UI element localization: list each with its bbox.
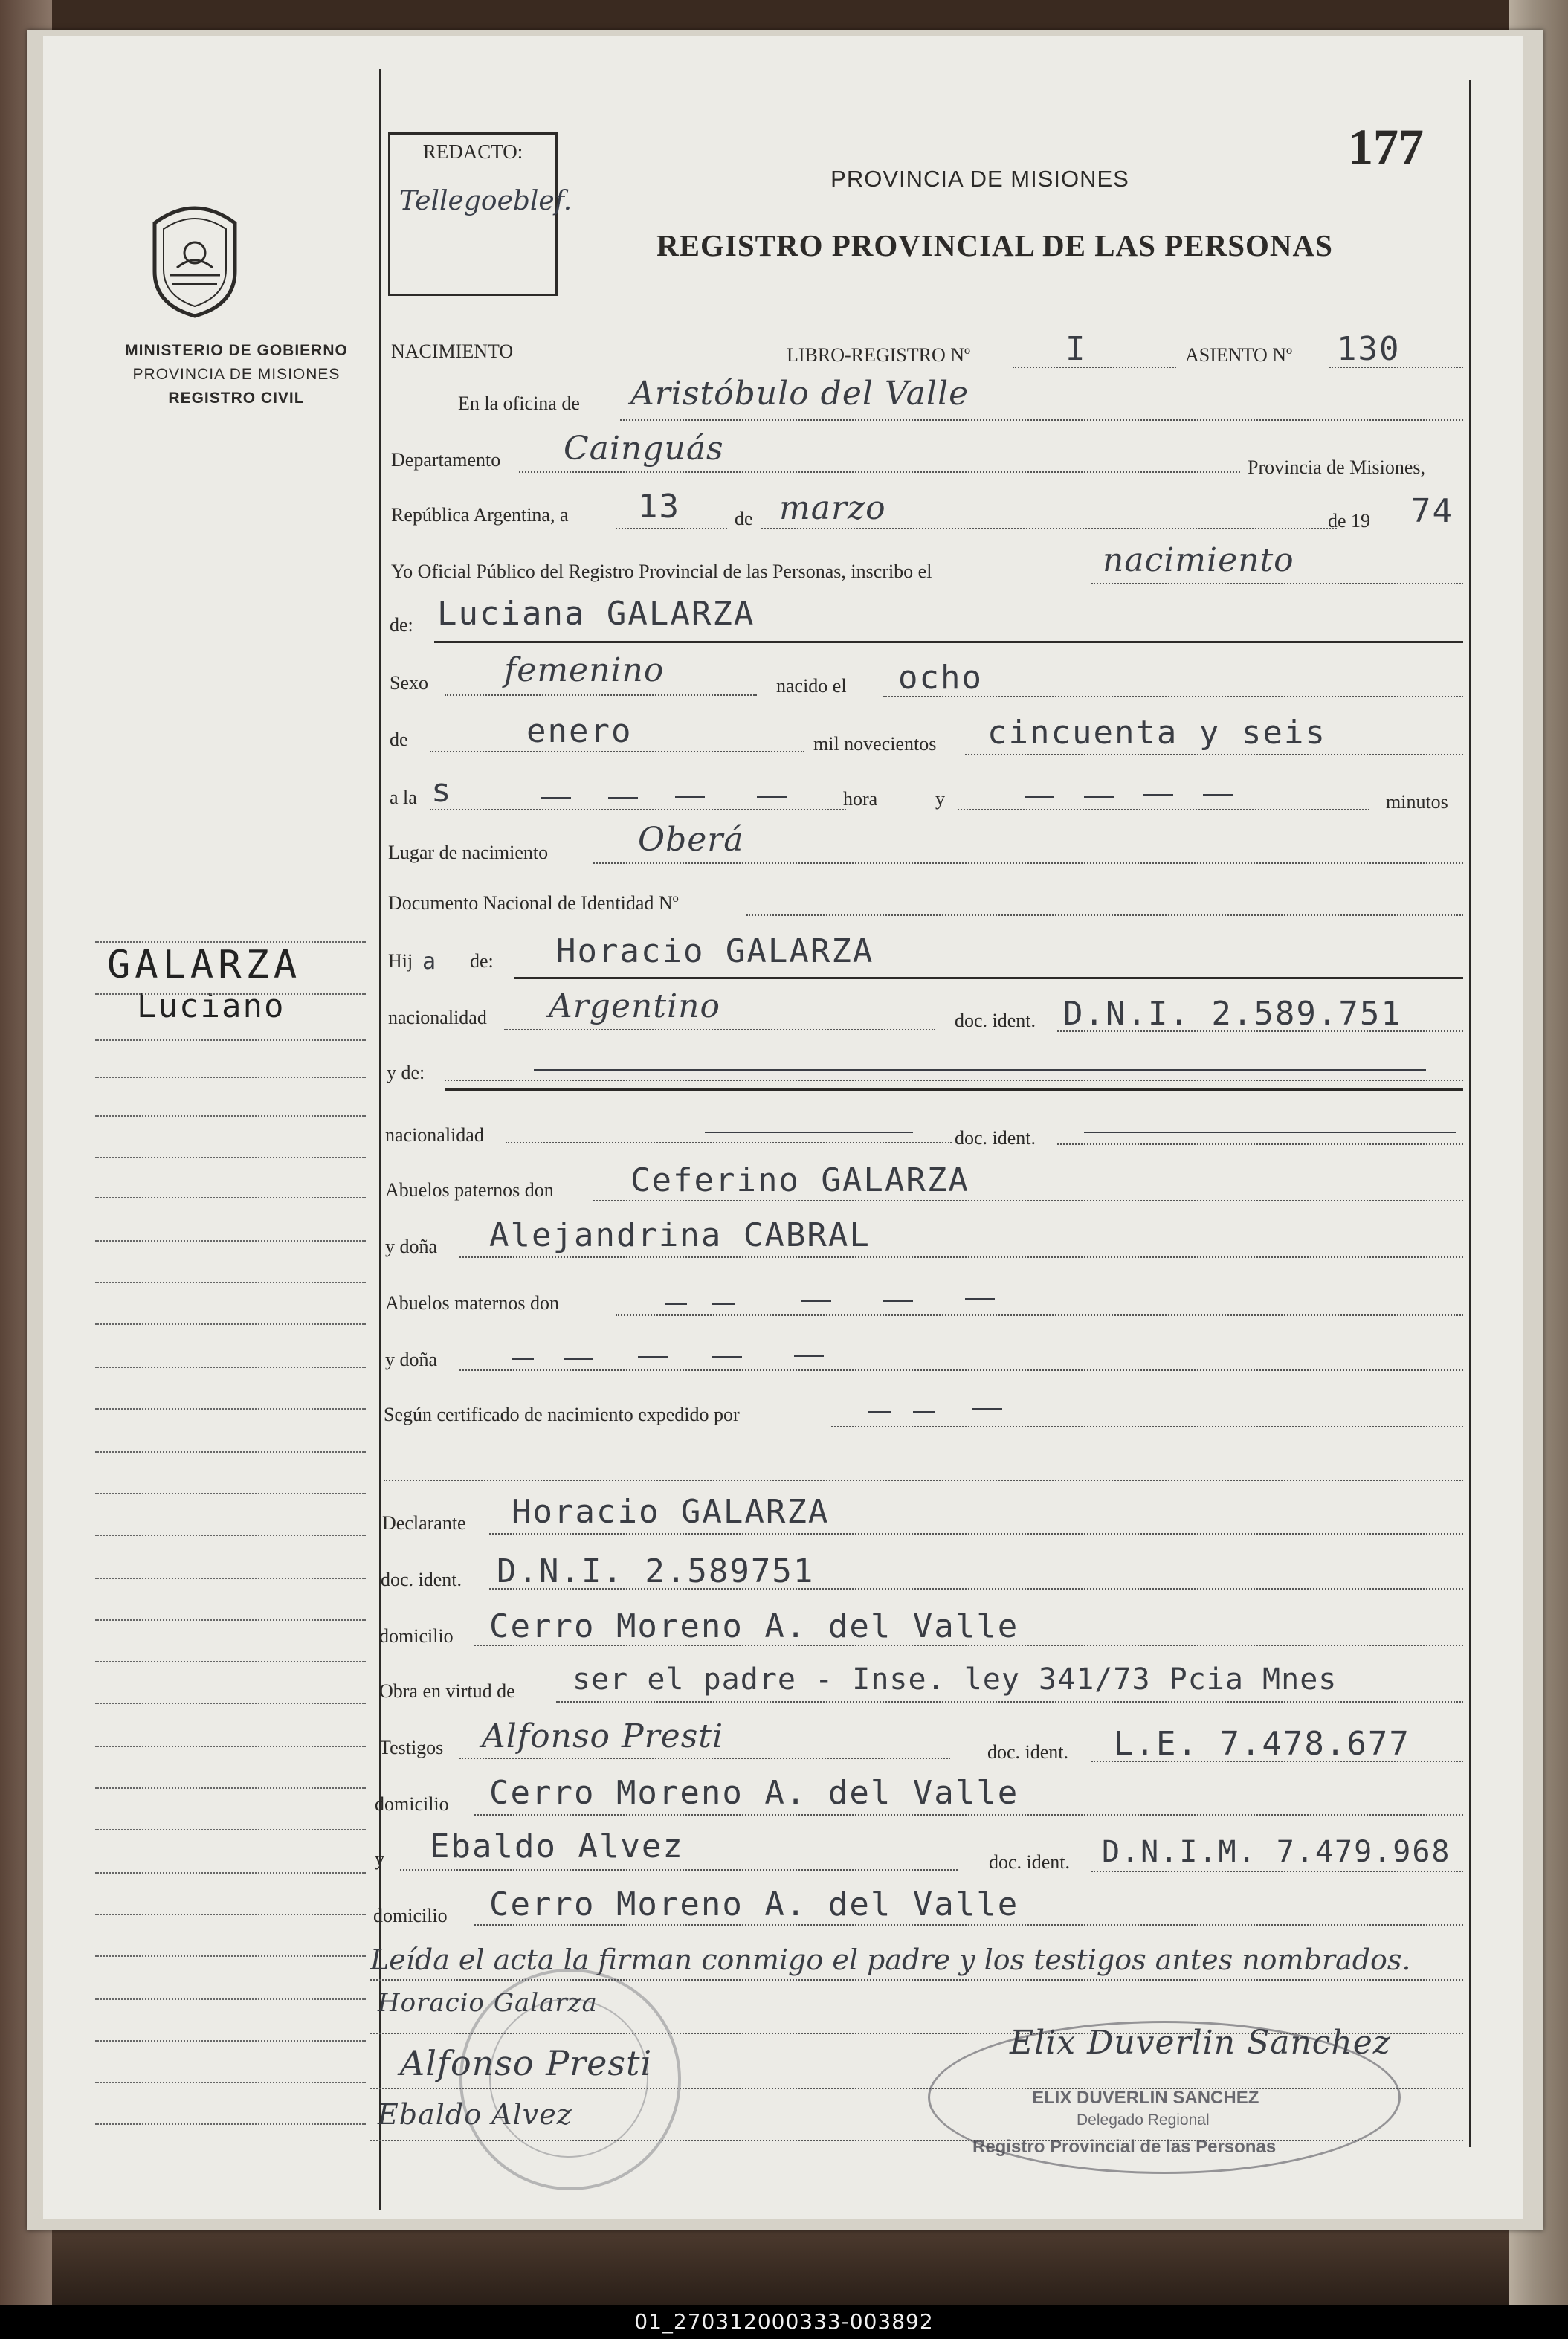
y-dona2-label: y doña xyxy=(385,1349,438,1370)
lugar-value: Oberá xyxy=(638,821,744,859)
obra-line xyxy=(556,1701,1463,1703)
margin-line xyxy=(95,1998,366,2000)
inscribo-value: nacimiento xyxy=(1103,541,1294,579)
domicilio2-label: domicilio xyxy=(375,1793,449,1815)
closing-text: Leída el acta la firman conmigo el padre y los testigos antes nombrados. xyxy=(370,1943,1411,1976)
testigos-label: Testigos xyxy=(379,1737,444,1758)
y-de-underline xyxy=(445,1088,1463,1091)
margin-line xyxy=(95,1787,366,1789)
ministry-line-3: REGISTRO CIVIL xyxy=(168,390,305,407)
de2-label: de xyxy=(390,729,408,750)
birth-year-value: cincuenta y seis xyxy=(987,714,1326,752)
abuela-mat-dash xyxy=(564,1358,593,1360)
asiento-line xyxy=(1329,367,1463,368)
asiento-label: ASIENTO Nº xyxy=(1185,344,1293,366)
father-underline xyxy=(514,977,1463,979)
hora-label: hora xyxy=(843,788,878,810)
a-la-value: s xyxy=(431,772,453,810)
libro-value: I xyxy=(1065,330,1087,368)
abuelo-pat-line xyxy=(593,1200,1463,1201)
a-la-dash xyxy=(541,797,571,799)
testigo2-value: Ebaldo Alvez xyxy=(430,1827,684,1865)
stamp-official-name: ELIX DUVERLIN SANCHEZ xyxy=(1032,2088,1259,2108)
abuelos-mat-dash xyxy=(965,1298,995,1300)
nacido-line xyxy=(883,696,1463,697)
father-doc-value: D.N.I. 2.589.751 xyxy=(1063,995,1402,1033)
doc-ident-label: doc. ident. xyxy=(955,1010,1036,1031)
obra-value: ser el padre - Inse. ley 341/73 Pcia Mnes xyxy=(572,1662,1338,1697)
domicilio-label: domicilio xyxy=(379,1625,454,1647)
testigo2-line xyxy=(400,1869,958,1871)
abuelos-mat-dash xyxy=(801,1300,831,1302)
background-bottom xyxy=(0,2230,1568,2305)
doc-ident3-label: doc. ident. xyxy=(381,1569,462,1590)
margin-line xyxy=(95,1282,366,1283)
testigo1-doc-value: L.E. 7.478.677 xyxy=(1114,1725,1410,1763)
minutos-label: minutos xyxy=(1386,791,1448,813)
declarante-doc-line xyxy=(489,1588,1463,1590)
mother-nat-strike xyxy=(705,1132,913,1133)
name-value: Luciana GALARZA xyxy=(437,595,755,633)
declarante-value: Horacio GALARZA xyxy=(512,1493,830,1531)
margin-line xyxy=(95,1493,366,1494)
margin-line xyxy=(95,1367,366,1368)
margin-line xyxy=(95,2040,366,2042)
a-la-line xyxy=(430,809,846,810)
y-de-strike xyxy=(534,1069,1426,1071)
birth-year-line xyxy=(965,754,1463,755)
segun-line-2 xyxy=(384,1480,1463,1481)
y-dona-label: y doña xyxy=(385,1236,438,1257)
declarante-line xyxy=(489,1533,1463,1535)
margin-annotation xyxy=(107,943,404,1025)
doc-ident2-label: doc. ident. xyxy=(955,1127,1036,1149)
nacionalidad-label: nacionalidad xyxy=(388,1007,487,1028)
mil-label: mil novecientos xyxy=(813,733,937,755)
ministry-line-2: PROVINCIA DE MISIONES xyxy=(132,366,341,383)
declarante-doc-value: D.N.I. 2.589751 xyxy=(497,1552,815,1590)
margin-line xyxy=(95,2123,366,2125)
margin-surname: GALARZA xyxy=(107,943,302,987)
margin-line xyxy=(95,1115,366,1117)
dni-label: Documento Nacional de Identidad Nº xyxy=(388,892,679,914)
birth-month-value: enero xyxy=(526,712,633,750)
registry-page xyxy=(43,36,1523,2219)
provincial-emblem-icon xyxy=(140,201,250,320)
abuelos-mat-label: Abuelos maternos don xyxy=(385,1292,559,1314)
sexo-value: femenino xyxy=(504,651,665,689)
registry-heading: REGISTRO PROVINCIAL DE LAS PERSONAS xyxy=(656,228,1333,262)
witness2-signature: Ebaldo Alvez xyxy=(378,2098,572,2131)
image-id-strip xyxy=(0,2305,1568,2339)
margin-line xyxy=(95,1197,366,1198)
witness1-signature: Alfonso Presti xyxy=(400,2043,653,2083)
lugar-line xyxy=(593,862,1463,864)
abuelos-mat-dash xyxy=(665,1303,687,1305)
sexo-line xyxy=(445,694,757,696)
provincia-label: Provincia de Misiones, xyxy=(1248,456,1426,478)
oficina-line xyxy=(620,419,1463,421)
nacido-value: ocho xyxy=(898,659,983,697)
stamp-official-title: Delegado Regional xyxy=(1077,2111,1210,2129)
margin-line xyxy=(95,1077,366,1078)
father-value: Horacio GALARZA xyxy=(556,932,874,970)
doc-ident4-label: doc. ident. xyxy=(987,1741,1069,1763)
republica-label: República Argentina, a xyxy=(391,504,569,526)
margin-line xyxy=(95,993,366,995)
day-line xyxy=(616,528,727,529)
father-doc-line xyxy=(1057,1030,1463,1032)
nacido-label: nacido el xyxy=(776,675,847,697)
testigo2-dom-value: Cerro Moreno A. del Valle xyxy=(489,1885,1019,1923)
record-type-label: NACIMIENTO xyxy=(391,341,514,362)
a-la-label: a la xyxy=(390,787,417,808)
margin-line xyxy=(95,1955,366,1957)
stamp-office: Registro Provincial de las Personas xyxy=(972,2137,1277,2157)
mother-doc-strike xyxy=(1084,1132,1456,1133)
abuela-mat-dash xyxy=(512,1358,534,1360)
a-la-dash xyxy=(608,797,638,799)
domicilio-value: Cerro Moreno A. del Valle xyxy=(489,1607,1019,1645)
a-la-dash xyxy=(675,796,705,798)
domicilio3-label: domicilio xyxy=(373,1905,448,1926)
testigo1-dom-line xyxy=(474,1814,1463,1816)
obra-label: Obra en virtud de xyxy=(379,1680,515,1702)
departamento-line xyxy=(519,471,1240,473)
margin-line xyxy=(95,1535,366,1536)
margin-line xyxy=(95,1829,366,1830)
minutos-dash xyxy=(1084,796,1114,798)
minutos-dash xyxy=(1143,794,1173,796)
month-value: marzo xyxy=(779,489,886,527)
oficina-value: Aristóbulo del Valle xyxy=(630,375,969,413)
segun-dash xyxy=(868,1411,891,1413)
mother-nat-line xyxy=(506,1142,952,1143)
birth-month-line xyxy=(430,751,804,752)
abuela-mat-dash xyxy=(712,1356,742,1358)
abuelos-mat-dash xyxy=(883,1300,913,1302)
sexo-label: Sexo xyxy=(390,672,428,694)
margin-line xyxy=(95,1578,366,1579)
minutos-dash xyxy=(1203,794,1233,796)
hija-de-label: de: xyxy=(470,950,494,972)
declarante-label: Declarante xyxy=(382,1512,466,1534)
abuelos-mat-line xyxy=(616,1314,1463,1316)
year-suffix-value: 74 xyxy=(1411,492,1454,530)
minutos-line xyxy=(958,809,1369,810)
segun-label: Según certificado de nacimiento expedido por xyxy=(384,1404,740,1425)
testigo2-dom-line xyxy=(474,1924,1463,1926)
y-de-label: y de: xyxy=(387,1062,425,1083)
father-nat-value: Argentino xyxy=(549,987,720,1025)
lugar-label: Lugar de nacimiento xyxy=(388,842,549,863)
abuela-mat-line xyxy=(459,1369,1463,1371)
departamento-value: Cainguás xyxy=(564,430,724,468)
y-label: y xyxy=(935,788,945,810)
testigo1-line xyxy=(459,1758,950,1759)
mother-doc-line xyxy=(1057,1143,1463,1145)
doc-ident5-label: doc. ident. xyxy=(989,1851,1071,1873)
redacto-box xyxy=(388,132,572,296)
margin-line xyxy=(95,1661,366,1662)
father-nat-line xyxy=(504,1029,935,1030)
abuela-mat-dash xyxy=(794,1355,824,1357)
official-signature: Elix Duverlin Sanchez xyxy=(1010,2024,1391,2062)
abuelos-pat-label: Abuelos paternos don xyxy=(385,1179,554,1201)
segun-line xyxy=(831,1426,1463,1427)
margin-line xyxy=(95,1619,366,1621)
y-de-line xyxy=(445,1080,1463,1081)
margin-line xyxy=(95,941,366,943)
father-signature: Horacio Galarza xyxy=(378,1988,598,2018)
testigo1-dom-value: Cerro Moreno A. del Valle xyxy=(489,1774,1019,1812)
ministry-line-1: MINISTERIO DE GOBIERNO xyxy=(125,342,348,359)
dni-line xyxy=(746,914,1463,916)
margin-line xyxy=(95,1240,366,1242)
y2-label: y xyxy=(375,1848,384,1870)
margin-line xyxy=(95,1323,366,1325)
segun-dash xyxy=(913,1411,935,1413)
testigo1-doc-line xyxy=(1091,1761,1463,1762)
margin-line xyxy=(95,1157,366,1158)
right-margin-rule xyxy=(1469,80,1471,2147)
margin-line xyxy=(95,1039,366,1041)
libro-label: LIBRO-REGISTRO Nº xyxy=(787,344,971,366)
yo-oficial-label: Yo Oficial Público del Registro Provincial de las Personas, inscribo el xyxy=(391,561,932,582)
segun-dash xyxy=(972,1408,1002,1410)
oficina-label: En la oficina de xyxy=(458,393,580,414)
margin-line xyxy=(95,1703,366,1704)
de-colon-label: de: xyxy=(390,614,413,636)
redacto-signature: Tellegoeblef. xyxy=(399,186,572,216)
margin-line xyxy=(95,1914,366,1915)
margin-line xyxy=(95,1408,366,1410)
page-number: 177 xyxy=(1348,118,1424,175)
ministry-block xyxy=(73,342,400,407)
testigo2-doc-value: D.N.I.M. 7.479.968 xyxy=(1102,1835,1451,1869)
departamento-label: Departamento xyxy=(391,449,501,471)
month-line xyxy=(761,528,1337,529)
nacionalidad2-label: nacionalidad xyxy=(385,1124,484,1146)
margin-line xyxy=(95,1872,366,1874)
a-la-dash xyxy=(757,796,787,798)
hija-suffix: a xyxy=(422,949,438,975)
hija-label: Hij xyxy=(388,950,413,972)
margin-given-name: Luciano xyxy=(137,987,285,1025)
testigo1-value: Alfonso Presti xyxy=(482,1717,724,1755)
asiento-value: 130 xyxy=(1337,330,1401,368)
minutos-dash xyxy=(1025,796,1054,798)
margin-line xyxy=(95,1451,366,1453)
de-label: de xyxy=(735,508,753,529)
margin-line xyxy=(95,2082,366,2083)
margin-line xyxy=(95,1746,366,1747)
day-value: 13 xyxy=(638,488,680,526)
testigo2-doc-line xyxy=(1091,1871,1463,1872)
abuelo-pat-value: Ceferino GALARZA xyxy=(630,1161,969,1199)
abuela-pat-line xyxy=(459,1256,1463,1258)
year-prefix-label: de 19 xyxy=(1328,510,1371,532)
official-seal-inner xyxy=(489,1998,648,2158)
abuelos-mat-dash xyxy=(712,1303,735,1305)
abuela-mat-dash xyxy=(638,1356,668,1358)
inscribo-line xyxy=(1091,583,1463,584)
province-heading: PROVINCIA DE MISIONES xyxy=(830,166,1129,192)
image-id: 01_270312000333-003892 xyxy=(634,2309,934,2334)
domicilio-line xyxy=(474,1645,1463,1646)
redacto-label: REDACTO: xyxy=(422,141,523,163)
libro-line xyxy=(1013,367,1176,368)
abuela-pat-value: Alejandrina CABRAL xyxy=(489,1216,871,1254)
name-underline xyxy=(434,641,1463,643)
